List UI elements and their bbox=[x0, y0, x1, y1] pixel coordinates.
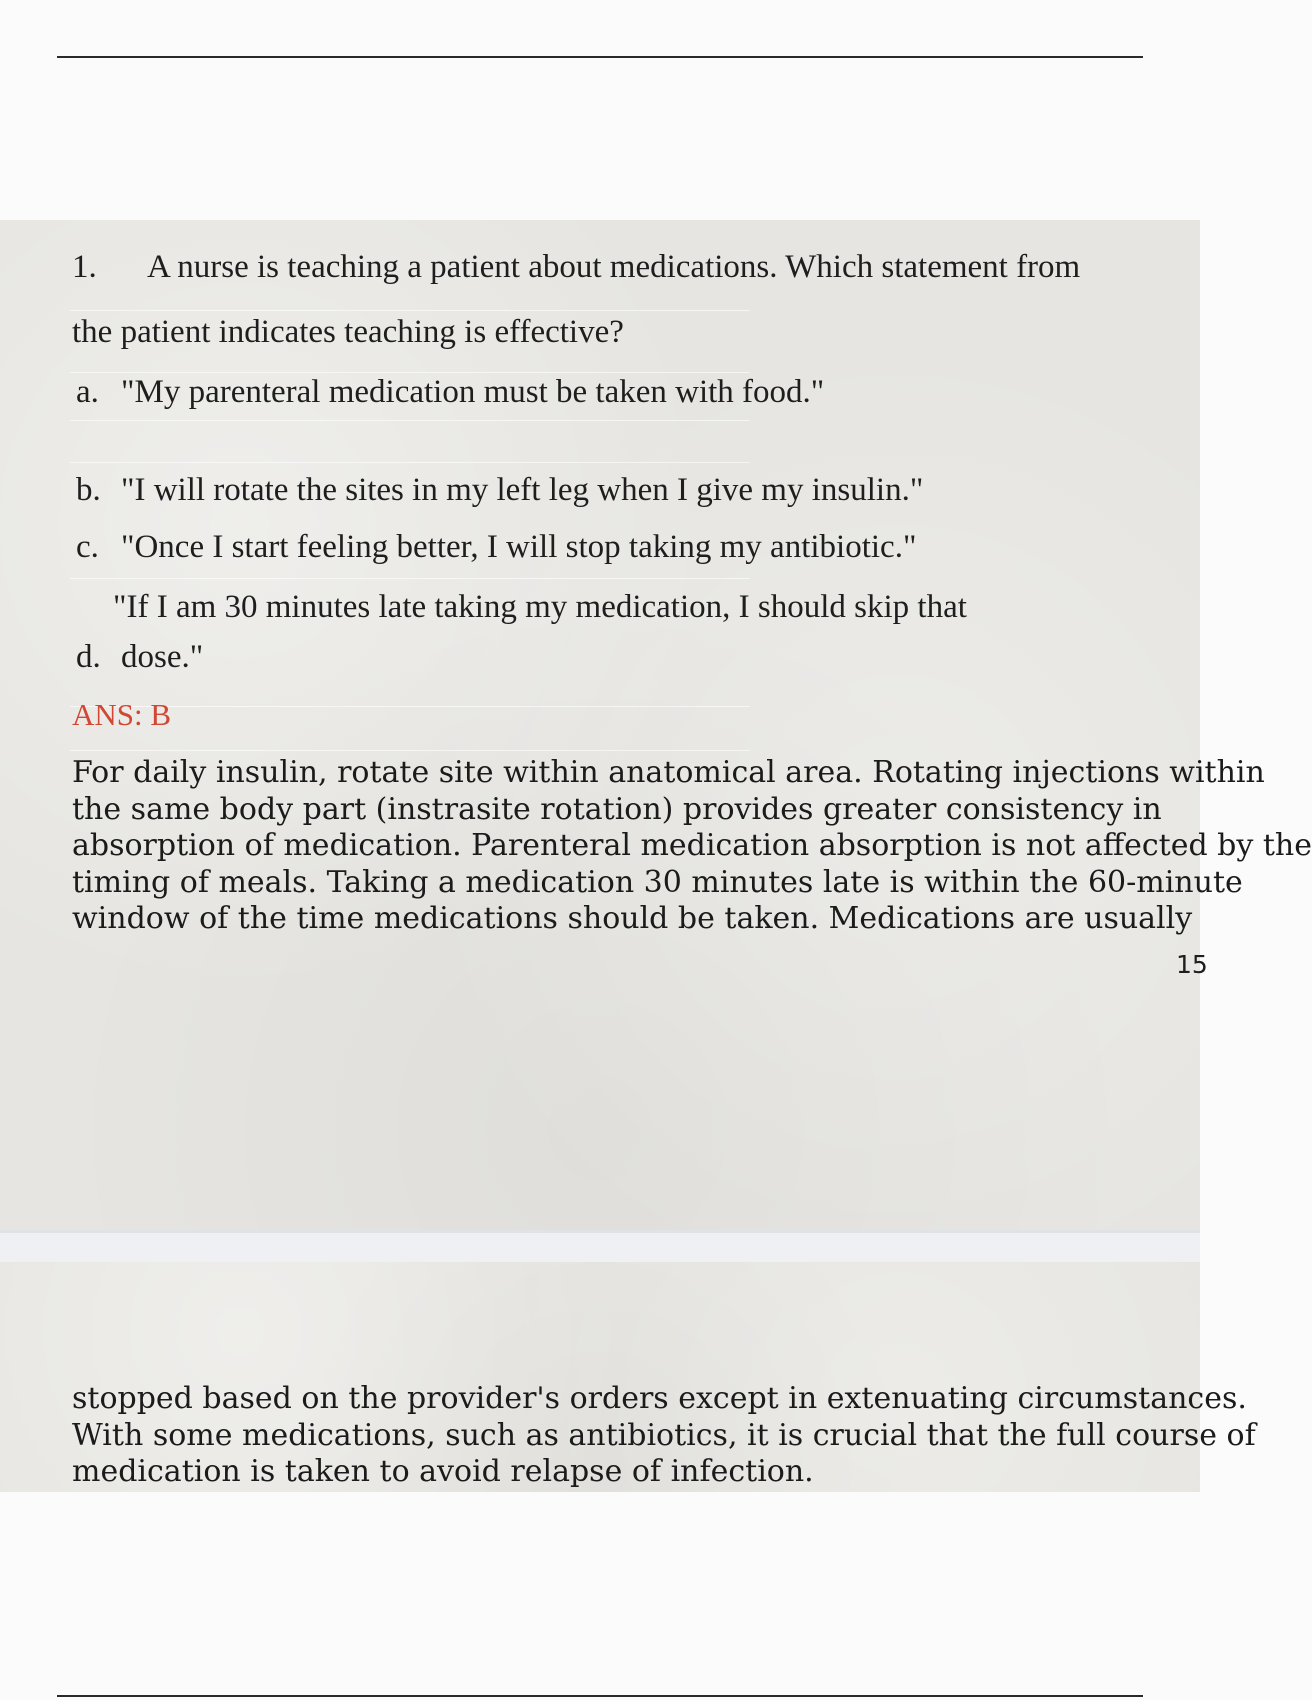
option-letter: c. bbox=[76, 529, 99, 565]
option-c bbox=[68, 528, 916, 566]
option-text: dose." bbox=[121, 639, 204, 675]
answer-label: ANS: B bbox=[72, 697, 172, 732]
rationale-line: timing of meals. Taking a medication 30 minutes late is within the 60-minute bbox=[72, 864, 1243, 900]
option-text: "I will rotate the sites in my left leg when I give my insulin." bbox=[121, 472, 924, 508]
rationale-line: With some medications, such as antibiotics, it is crucial that the full course of bbox=[72, 1417, 1256, 1453]
faint-rule bbox=[70, 750, 750, 751]
page-number: 15 bbox=[1176, 950, 1208, 979]
option-letter: d. bbox=[76, 639, 101, 675]
top-rule bbox=[57, 56, 1143, 58]
option-a bbox=[68, 373, 824, 411]
option-d bbox=[68, 638, 203, 676]
rationale-line: medication is taken to avoid relapse of infection. bbox=[72, 1454, 814, 1489]
rationale-line: absorption of medication. Parenteral medication absorption is not affected by the bbox=[72, 828, 1312, 863]
option-d-line1: "If I am 30 minutes late taking my medication, I should skip that bbox=[113, 589, 967, 625]
bottom-rule bbox=[57, 1695, 1143, 1697]
faint-rule bbox=[70, 462, 750, 463]
panel-divider bbox=[0, 1230, 1200, 1265]
faint-rule bbox=[70, 420, 750, 421]
rationale-part2 bbox=[72, 1381, 1256, 1491]
rationale-line: For daily insulin, rotate site within anatomical area. Rotating injections within bbox=[72, 755, 1265, 790]
rationale-line: stopped based on the provider's orders except in extenuating circumstances. bbox=[72, 1381, 1247, 1416]
option-letter: a. bbox=[76, 374, 99, 410]
rationale-line: the same body part (instrasite rotation) provides greater consistency in bbox=[72, 791, 1162, 827]
question-stem-line1: A nurse is teaching a patient about medications. Which statement from bbox=[147, 249, 1081, 285]
faint-rule bbox=[70, 578, 750, 579]
faint-rule bbox=[70, 706, 750, 707]
question-stem-line2: the patient indicates teaching is effective? bbox=[72, 314, 624, 350]
option-text: "My parenteral medication must be taken with food." bbox=[121, 374, 825, 410]
faint-rule bbox=[70, 310, 750, 311]
option-letter: b. bbox=[76, 472, 101, 508]
rationale-line: window of the time medications should be taken. Medications are usually bbox=[72, 901, 1193, 936]
option-text: "Once I start feeling better, I will stop taking my antibiotic." bbox=[121, 529, 917, 565]
rationale-part1 bbox=[72, 755, 1312, 938]
option-b bbox=[68, 471, 923, 509]
question-number: 1. bbox=[72, 249, 97, 285]
